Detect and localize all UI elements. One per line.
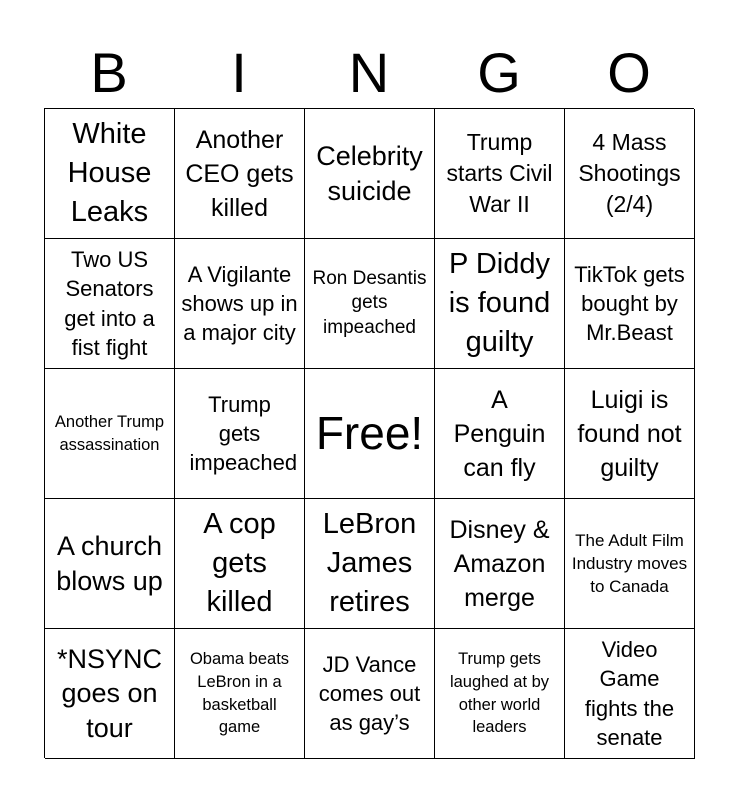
cell-text: A church blows up — [56, 530, 163, 596]
bingo-cell[interactable] — [175, 369, 305, 499]
free-space[interactable] — [305, 369, 435, 499]
bingo-cell[interactable] — [435, 109, 565, 239]
bingo-cell[interactable] — [565, 369, 695, 499]
bingo-cell[interactable] — [565, 629, 695, 759]
cell-text: *NSYNC goes on tour — [56, 643, 163, 743]
cell-text: Another Trump assassination — [54, 412, 165, 454]
bingo-header — [44, 40, 694, 106]
cell-text: White House Leaks — [67, 118, 152, 228]
cell-text: Two US Senators get into a fist fight — [64, 247, 155, 360]
cell-text: The Adult Film Industry moves to Canada — [571, 530, 688, 597]
cell-text: Luigi is found not guilty — [577, 385, 682, 482]
bingo-board — [44, 108, 694, 758]
bingo-cell[interactable] — [565, 499, 695, 629]
bingo-cell[interactable] — [435, 369, 565, 499]
bingo-cell[interactable] — [45, 109, 175, 239]
bingo-cell[interactable] — [435, 239, 565, 369]
bingo-cell[interactable] — [435, 629, 565, 759]
cell-text: Obama beats LeBron in a basketball game — [189, 649, 290, 737]
free-space-label: Free! — [315, 407, 424, 460]
bingo-cell[interactable] — [45, 629, 175, 759]
bingo-cell[interactable] — [305, 499, 435, 629]
bingo-cell[interactable] — [305, 109, 435, 239]
bingo-cell[interactable] — [175, 499, 305, 629]
bingo-cell[interactable] — [45, 369, 175, 499]
bingo-cell[interactable] — [175, 629, 305, 759]
cell-text: Video Game fights the senate — [584, 637, 675, 750]
cell-text: A Vigilante shows up in a major city — [181, 261, 298, 346]
header-letter-n: N — [348, 41, 390, 104]
cell-text: Ron Desantis gets impeached — [312, 268, 427, 338]
header-letter-i: I — [231, 41, 247, 104]
cell-text: Trump gets laughed at by other world leaders — [449, 649, 550, 737]
cell-text: Another CEO gets killed — [185, 125, 294, 222]
bingo-cell[interactable] — [45, 499, 175, 629]
header-letter-b: B — [90, 41, 128, 104]
cell-text: TikTok gets bought by Mr.Beast — [574, 261, 685, 346]
bingo-cell[interactable] — [565, 109, 695, 239]
cell-text: LeBron James retires — [322, 508, 417, 618]
header-letter-g: G — [477, 41, 521, 104]
cell-text: Trump gets impeached — [189, 391, 298, 476]
cell-text: 4 Mass Shootings (2/4) — [578, 128, 681, 218]
cell-text: Disney & Amazon merge — [449, 515, 550, 612]
header-letter-o: O — [607, 41, 651, 104]
cell-text: P Diddy is found guilty — [448, 248, 551, 358]
cell-text: JD Vance comes out as gay’s — [318, 651, 421, 736]
bingo-cell[interactable] — [305, 629, 435, 759]
bingo-cell[interactable] — [45, 239, 175, 369]
cell-text: A cop gets killed — [203, 508, 276, 618]
cell-text: A Penguin can fly — [453, 385, 546, 482]
bingo-cell[interactable] — [175, 109, 305, 239]
bingo-cell[interactable] — [305, 239, 435, 369]
cell-text: Celebrity suicide — [316, 140, 423, 206]
bingo-cell[interactable] — [435, 499, 565, 629]
bingo-cell[interactable] — [565, 239, 695, 369]
cell-text: Trump starts Civil War II — [446, 128, 553, 218]
bingo-cell[interactable] — [175, 239, 305, 369]
